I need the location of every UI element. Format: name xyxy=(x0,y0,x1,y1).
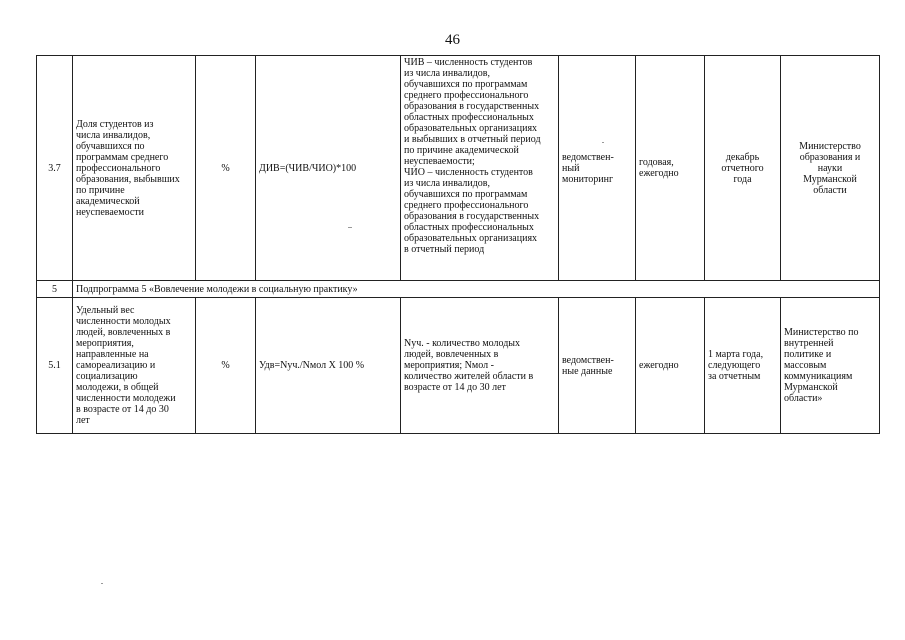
subprogram-row xyxy=(37,281,880,298)
row-number-cell: 3.7 xyxy=(37,56,73,281)
data-source-cell: ведомствен- ные данные xyxy=(559,298,636,434)
data-source-cell: ведомствен- ный мониторинг xyxy=(559,56,636,281)
table-row xyxy=(37,56,880,281)
frequency-cell: годовая, ежегодно xyxy=(636,56,705,281)
indicators-table xyxy=(36,55,880,434)
responsible-cell: Министерство образования и науки Мурманской области xyxy=(781,56,880,281)
table-row xyxy=(37,298,880,434)
frequency-cell: ежегодно xyxy=(636,298,705,434)
deadline-cell: декабрь отчетного года xyxy=(705,56,781,281)
formula-cell: ДИВ=(ЧИВ/ЧИО)*100 xyxy=(256,56,401,281)
indicator-name-cell: Доля студентов из числа инвалидов, обучавшихся по программам среднего профессионального образования, выбывших по причине академической неуспеваемости xyxy=(73,56,196,281)
subprogram-title-cell: Подпрограмма 5 «Вовлечение молодежи в социальную практику» xyxy=(73,281,880,298)
scan-speck xyxy=(101,583,103,584)
unit-cell: % xyxy=(196,56,256,281)
variables-cell: ЧИВ – численность студентов из числа инвалидов, обучавшихся по программам среднего профессионального образования в государственных областных профессиональных образовательных организациях и выбывших в отчетный период по причине академической неуспеваемости; ЧИО – численность студентов из числа инвалидов, обучавшихся по программам среднего профессионального образования в государственных областных профессиональных образовательных организациях в отчетный период xyxy=(401,56,559,281)
unit-cell: % xyxy=(196,298,256,434)
scan-speck xyxy=(348,227,352,228)
row-number-cell: 5.1 xyxy=(37,298,73,434)
deadline-cell: 1 марта года, следующего за отчетным xyxy=(705,298,781,434)
page-number: 46 xyxy=(445,32,460,48)
subprogram-number-cell: 5 xyxy=(37,281,73,298)
indicator-name-cell: Удельный вес численности молодых людей, вовлеченных в мероприятия, направленные на самореализацию и социализацию молодежи, в общей численности молодежи в возрасте от 14 до 30 лет xyxy=(73,298,196,434)
responsible-cell: Министерство по внутренней политике и массовым коммуникациям Мурманской области» xyxy=(781,298,880,434)
formula-cell: Удв=Nуч./Nмол X 100 % xyxy=(256,298,401,434)
variables-cell: Nуч. - количество молодых людей, вовлеченных в мероприятия; Nмол - количество жителей области в возрасте от 14 до 30 лет xyxy=(401,298,559,434)
scan-speck xyxy=(602,142,604,143)
